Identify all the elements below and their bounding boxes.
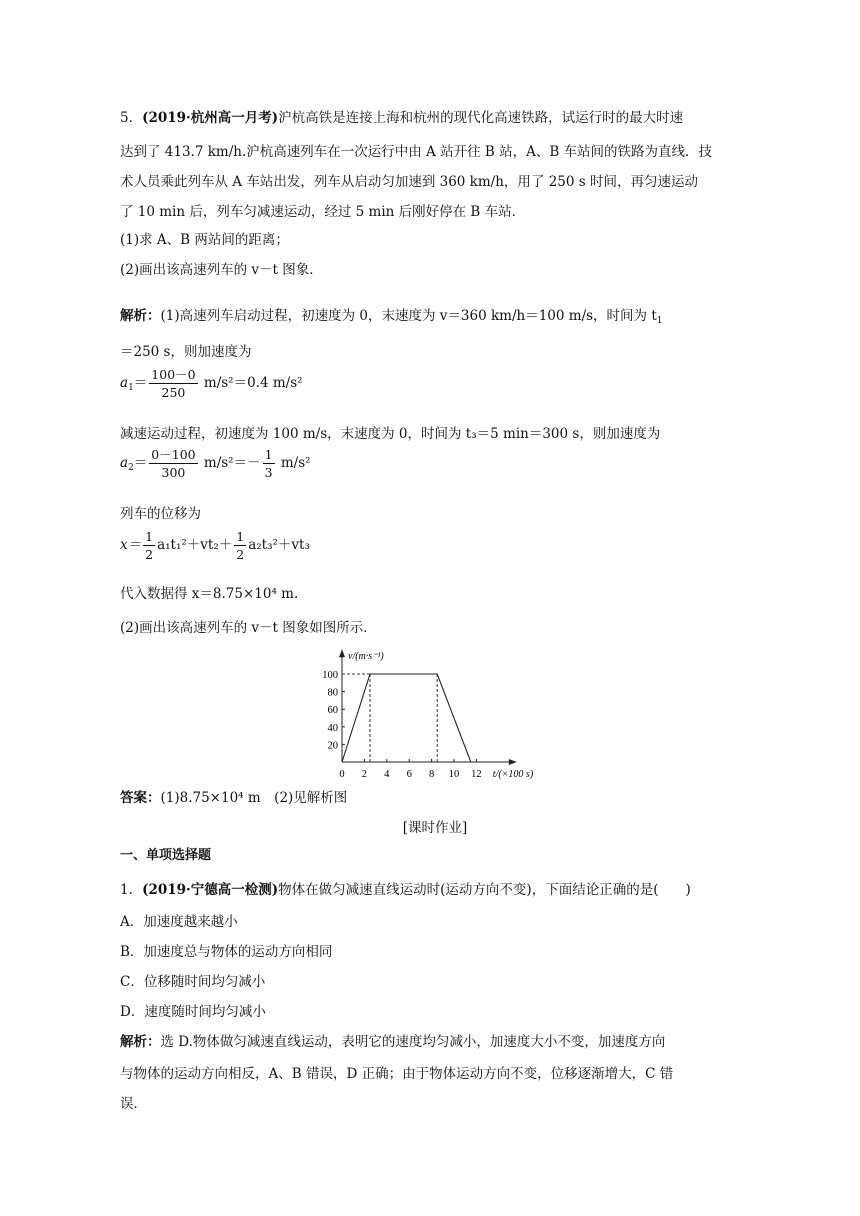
solution5-t1-sub: 1	[656, 316, 663, 326]
problem5-line2: 达到了 413.7 km/h.沪杭高速列车在一次运行中由 A 站开往 B 站，A、B 车站间的铁路为直线．技	[120, 144, 713, 160]
option-d: D．速度随时间均匀减小	[120, 1004, 266, 1020]
problem1-stem-line	[120, 878, 691, 898]
x-half-2-den: 2	[236, 547, 245, 562]
vt-series-line	[342, 674, 499, 762]
a2-fraction-2	[263, 446, 275, 481]
a2-symbol: a	[120, 455, 129, 471]
solution1-line3: 误．	[120, 1096, 147, 1112]
formula-a1	[120, 366, 303, 401]
y-axis-arrow	[339, 649, 345, 657]
solution5-line5: 代入数据得 x＝8.75×10⁴ m.	[120, 586, 299, 602]
solution5-line2: ＝250 s，则加速度为	[120, 344, 252, 360]
a2-denominator-2: 3	[264, 465, 273, 480]
option-c: C．位移随时间均匀减小	[120, 974, 266, 990]
a1-sub: 1	[128, 383, 134, 393]
problem5-question1: (1)求 A、B 两站间的距离；	[120, 232, 289, 248]
a2-middle: m/s²＝－	[199, 455, 261, 471]
a2-sub: 2	[128, 463, 134, 473]
a2-fraction	[149, 446, 197, 481]
x-term-2: a₂t₃²＋vt₃	[248, 537, 310, 553]
y-tick-label: 40	[327, 722, 338, 734]
solution5-line3: 减速运动过程，初速度为 100 m/s，末速度为 0，时间为 t₃＝5 min＝300 s，则加速度为	[120, 426, 661, 442]
answer5-text: (1)8.75×10⁴ m (2)见解析图	[160, 790, 348, 806]
a2-denominator: 300	[161, 465, 186, 480]
x-axis-label: t/(×100 s)	[492, 769, 534, 780]
solution1-line1	[120, 1030, 665, 1050]
y-tick-label: 80	[327, 687, 338, 699]
y-axis-label: v/(m·s⁻¹)	[348, 651, 384, 663]
solution1-line2: 与物体的运动方向相反，A、B 错误，D 正确；由于物体运动方向不变，位移逐渐增大，C 错	[120, 1066, 674, 1082]
solution5-label: 解析：	[120, 308, 161, 324]
problem1-number: 1．	[120, 882, 143, 898]
a1-denominator: 250	[161, 385, 186, 400]
solution1-text-1: 选 D.物体做匀减速直线运动，表明它的速度均匀减小，加速度大小不变，加速度方向	[160, 1034, 666, 1050]
y-tick-label: 100	[322, 670, 338, 681]
problem5-line1	[120, 106, 683, 126]
a1-numerator: 100－0	[151, 367, 196, 382]
a1-symbol: a	[120, 375, 129, 391]
x-half-1-num: 1	[145, 529, 154, 544]
x-tick-label: 6	[406, 769, 412, 780]
vt-chart	[312, 646, 562, 780]
x-axis-arrow	[509, 759, 517, 765]
solution1-label: 解析：	[120, 1034, 161, 1050]
solution5-text-1: (1)高速列车启动过程，初速度为 0，末速度为 v＝360 km/h＝100 m/s，时间为 t	[160, 308, 657, 324]
x-tick-label: 2	[361, 769, 368, 780]
formula-a2	[120, 446, 311, 481]
problem5-number: 5．	[120, 110, 143, 126]
problem5-question2: (2)画出该高速列车的 v－t 图象．	[120, 262, 323, 278]
a2-equals: ＝	[133, 455, 148, 471]
problem1-stem: 物体在做匀减速直线运动时(运动方向不变)，下面结论正确的是( )	[278, 882, 691, 898]
a1-fraction	[149, 366, 197, 401]
x-term-1: a₁t₁²＋vt₂＋	[157, 537, 233, 553]
problem5-line4: 了 10 min 后，列车匀减速运动，经过 5 min 后刚好停在 B 车站．	[120, 204, 526, 220]
x-half-1-den: 2	[145, 547, 154, 562]
option-a: A．加速度越来越小	[120, 914, 238, 930]
y-tick-label: 60	[327, 705, 338, 717]
a2-numerator-2: 1	[264, 447, 273, 462]
x-half-2	[234, 528, 246, 563]
solution5-line6: (2)画出该高速列车的 v－t 图象如图所示．	[120, 620, 377, 636]
answer5-line	[120, 786, 347, 806]
solution5-line4: 列车的位移为	[120, 506, 201, 522]
formula-x	[120, 528, 310, 563]
a2-result: m/s²	[276, 455, 311, 471]
problem1-source: (2019·宁德高一检测)	[142, 882, 279, 898]
x-half-2-num: 1	[236, 529, 245, 544]
section-heading: [课时作业]	[402, 820, 468, 836]
option-b: B．加速度总与物体的运动方向相同	[120, 944, 333, 960]
x-lhs: x＝	[120, 537, 142, 553]
x-tick-label: 8	[428, 769, 435, 780]
x-half-1	[143, 528, 155, 563]
a1-result: m/s²＝0.4 m/s²	[199, 375, 303, 391]
section-part: 一、单项选择题	[120, 848, 212, 863]
problem5-line3: 术人员乘此列车从 A 车站出发，列车从启动匀加速到 360 km/h，用了 250 s 时间，再匀速运动	[120, 174, 698, 190]
answer5-label: 答案：	[120, 790, 161, 806]
a1-equals: ＝	[133, 375, 148, 391]
x-tick-label: 4	[384, 769, 390, 780]
x-tick-label: 10	[448, 769, 460, 780]
x-tick-label: 0	[339, 769, 345, 780]
y-tick-label: 20	[327, 740, 338, 752]
x-tick-label: 12	[471, 769, 482, 780]
solution5-line1	[120, 304, 663, 326]
problem5-source: (2019·杭州高一月考)	[142, 110, 279, 126]
problem5-text-1: 沪杭高铁是连接上海和杭州的现代化高速铁路，试运行时的最大时速	[278, 110, 684, 126]
a2-numerator: 0－100	[151, 447, 196, 462]
